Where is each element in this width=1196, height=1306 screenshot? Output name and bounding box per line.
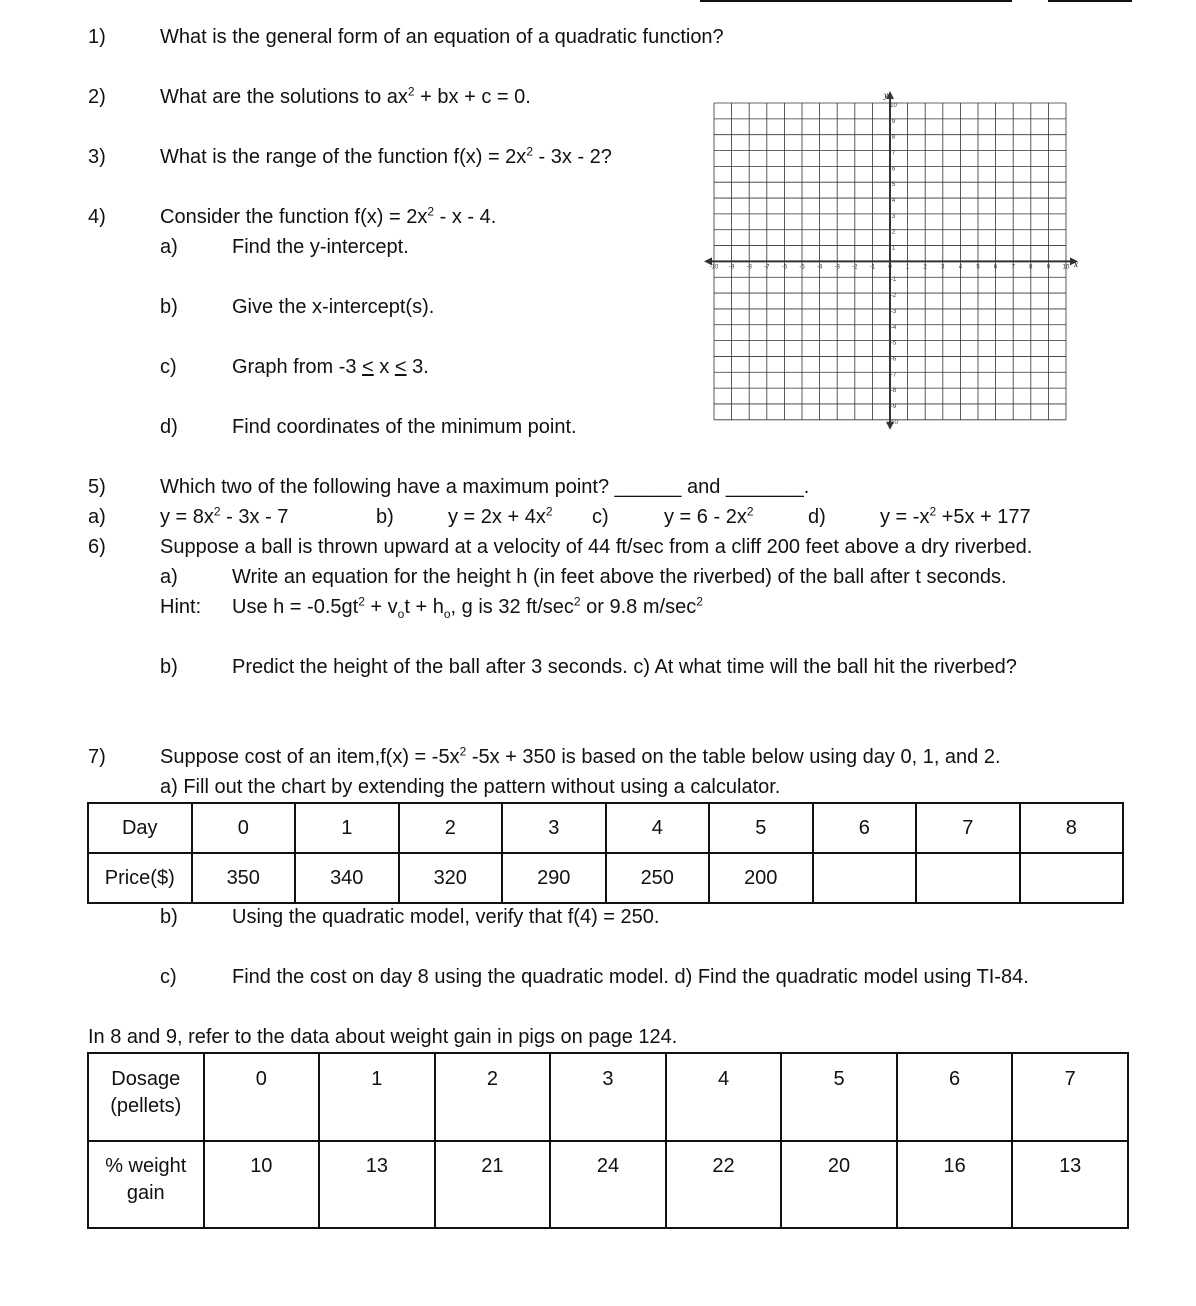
- y-tick-label: -5: [890, 340, 897, 347]
- x-tick-label: 2: [923, 264, 927, 271]
- y-tick-label: 10: [890, 103, 897, 109]
- q8-intro: In 8 and 9, refer to the data about weight gain in pigs on page 124.: [88, 1026, 678, 1048]
- x-tick-label: 6: [993, 264, 998, 271]
- q6b-label: b): [160, 656, 178, 678]
- q7-number: 7): [88, 746, 106, 768]
- x-tick-label: -4: [816, 264, 823, 271]
- y-tick-label: -6: [890, 356, 897, 363]
- y-tick-label: -10: [889, 419, 898, 426]
- q1-text: What is the general form of an equation of a quadratic function?: [160, 26, 724, 48]
- q4b-text: Give the x-intercept(s).: [232, 296, 435, 318]
- q6-hint-text: Use $h = -0.5gt^2 + v_ot + h_o$, g is 32 $ft/\sec^2$ or 9.8 $m/\sec^2$: [232, 594, 703, 621]
- q5-number: 5): [88, 476, 106, 498]
- x-tick-label: 3: [941, 264, 945, 271]
- weight-gain-cell: 20: [781, 1141, 897, 1228]
- y-tick-label: -7: [890, 372, 897, 379]
- day-header: Day: [88, 803, 192, 853]
- day-cell: 3: [502, 803, 606, 853]
- y-tick-label: -9: [890, 403, 897, 410]
- day-cell: 4: [606, 803, 710, 853]
- y-tick-label: -3: [890, 308, 897, 315]
- q4a-text: Find the y-intercept.: [232, 236, 409, 258]
- y-tick-label: 3: [891, 213, 896, 220]
- dosage-cell: 4: [666, 1053, 782, 1141]
- price-cell-blank[interactable]: [813, 853, 917, 903]
- y-tick-label: -2: [890, 293, 897, 300]
- day-cell: 1: [295, 803, 399, 853]
- day-cell: 6: [813, 803, 917, 853]
- period-line: [1048, 0, 1132, 2]
- dosage-cell: 0: [204, 1053, 320, 1141]
- q6-number: 6): [88, 536, 106, 558]
- x-tick-label: -7: [764, 264, 770, 271]
- x-tick-label: -5: [799, 264, 805, 271]
- q7-text: Suppose cost of an item,f(x) = $-5x^2$ -5x + 350 is based on the table below using day 0, 1, and 2.: [160, 744, 1001, 768]
- q1-number: 1): [88, 26, 106, 48]
- q7c-text: Find the cost on day 8 using the quadratic model. d) Find the quadratic model using TI-84.: [232, 966, 1029, 988]
- q6a-label: a): [160, 566, 178, 588]
- q3-text: What is the range of the function $f(x) = 2x^2 - 3x - 2$?: [160, 144, 612, 168]
- x-tick-label: 9: [1046, 264, 1051, 271]
- y-tick-label: 2: [891, 229, 896, 236]
- price-cell: 350: [192, 853, 296, 903]
- y-tick-label: -4: [890, 324, 897, 331]
- y-tick-label: 8: [891, 134, 896, 141]
- q4b-label: b): [160, 296, 178, 318]
- q6a-text: Write an equation for the height h (in feet above the riverbed) of the ball after t seconds.: [232, 566, 1007, 588]
- price-table: [87, 802, 1124, 904]
- q2-text: What are the solutions to $ax^2$ + bx + c = 0.: [160, 84, 531, 108]
- q4c-text: Graph from -3 < x < 3.: [232, 356, 429, 378]
- day-cell: 0: [192, 803, 296, 853]
- q7a-text: a) Fill out the chart by extending the pattern without using a calculator.: [160, 776, 781, 798]
- day-cell: 5: [709, 803, 813, 853]
- dosage-cell: 3: [550, 1053, 666, 1141]
- x-tick-label: -6: [781, 264, 788, 271]
- day-cell: 8: [1020, 803, 1124, 853]
- price-header: Price($): [88, 853, 192, 903]
- dosage-header: Dosage (pellets): [88, 1053, 204, 1141]
- q5a-equation: $y = 8x^2 - 3x - 7$: [160, 504, 289, 528]
- q7c-label: c): [160, 966, 177, 988]
- day-cell: 2: [399, 803, 503, 853]
- q4-number: 4): [88, 206, 106, 228]
- q3-number: 3): [88, 146, 106, 168]
- q5c-label: c): [592, 506, 609, 528]
- y-tick-label: 7: [891, 150, 896, 157]
- weight-gain-cell: 10: [204, 1141, 320, 1228]
- y-tick-label: 5: [891, 182, 896, 189]
- price-cell-blank[interactable]: [916, 853, 1020, 903]
- q2-number: 2): [88, 86, 106, 108]
- y-axis-label: y: [884, 90, 888, 100]
- q7b-text: Using the quadratic model, verify that f(4) = 250.: [232, 906, 660, 928]
- dosage-cell: 5: [781, 1053, 897, 1141]
- q5a-label: a): [88, 506, 106, 528]
- x-tick-label: 1: [905, 264, 910, 271]
- q6b-text: Predict the height of the ball after 3 seconds. c) At what time will the ball hit the riverbed?: [232, 656, 1017, 678]
- weight-gain-cell: 22: [666, 1141, 782, 1228]
- q4d-label: d): [160, 416, 178, 438]
- q7b-label: b): [160, 906, 178, 928]
- y-tick-label: 6: [891, 166, 896, 173]
- x-tick-label: -2: [852, 264, 858, 271]
- x-tick-label: -9: [728, 264, 735, 271]
- q5b-label: b): [376, 506, 394, 528]
- price-cell: 200: [709, 853, 813, 903]
- q4-text: Consider the function $f(x) = 2x^2 - x - 4$.: [160, 204, 497, 228]
- dosage-row: [88, 1053, 1128, 1141]
- q4d-text: Find coordinates of the minimum point.: [232, 416, 577, 438]
- price-row: [88, 853, 1123, 903]
- q4c-label: c): [160, 356, 177, 378]
- price-cell: 320: [399, 853, 503, 903]
- x-tick-label: 7: [1011, 264, 1015, 271]
- q5-text: Which two of the following have a maximum point? ______ and _______.: [160, 476, 810, 498]
- price-cell: 340: [295, 853, 399, 903]
- y-tick-label: 4: [891, 198, 896, 205]
- y-tick-label: -8: [890, 388, 897, 395]
- x-tick-label: -3: [834, 264, 840, 271]
- q5b-equation: $y = 2x + 4x^2$: [448, 504, 553, 528]
- q5d-equation: $y = -x^2 +5x + 177$: [880, 504, 1031, 528]
- weight-gain-row: [88, 1141, 1128, 1228]
- q5d-label: d): [808, 506, 826, 528]
- x-tick-label: 4: [958, 264, 963, 271]
- day-row: [88, 803, 1123, 853]
- x-tick-label: 0: [888, 264, 892, 271]
- weight-gain-cell: 13: [319, 1141, 435, 1228]
- dosage-cell: 2: [435, 1053, 551, 1141]
- x-tick-label: 8: [1029, 264, 1033, 271]
- weight-gain-cell: 24: [550, 1141, 666, 1228]
- q5c-equation: $y = 6 - 2x^2$: [664, 504, 754, 528]
- price-cell: 290: [502, 853, 606, 903]
- x-tick-label: -8: [746, 264, 752, 271]
- price-cell-blank[interactable]: [1020, 853, 1124, 903]
- price-cell: 250: [606, 853, 710, 903]
- x-tick-label: -10: [709, 264, 719, 271]
- dosage-cell: 6: [897, 1053, 1013, 1141]
- weight-gain-cell: 16: [897, 1141, 1013, 1228]
- date-line: [700, 0, 1012, 2]
- weight-gain-header: % weight gain: [88, 1141, 204, 1228]
- q4a-label: a): [160, 236, 178, 258]
- coordinate-grid: [708, 90, 1080, 426]
- x-tick-label: 5: [976, 264, 980, 271]
- day-cell: 7: [916, 803, 1020, 853]
- q6-text: Suppose a ball is thrown upward at a velocity of 44 ft/sec from a cliff 200 feet above a dry riverbed.: [160, 536, 1033, 558]
- x-axis-label: x: [1074, 259, 1078, 269]
- x-tick-label: -1: [869, 264, 876, 271]
- q6-hint-label: Hint:: [160, 596, 202, 618]
- y-tick-label: 9: [891, 118, 896, 125]
- dosage-cell: 1: [319, 1053, 435, 1141]
- x-tick-label: 10: [1062, 264, 1070, 271]
- y-tick-label: 1: [891, 245, 896, 252]
- y-tick-label: -1: [890, 277, 897, 284]
- dosage-cell: 7: [1012, 1053, 1128, 1141]
- weight-gain-cell: 21: [435, 1141, 551, 1228]
- pig-weight-table: [87, 1052, 1129, 1229]
- weight-gain-cell: 13: [1012, 1141, 1128, 1228]
